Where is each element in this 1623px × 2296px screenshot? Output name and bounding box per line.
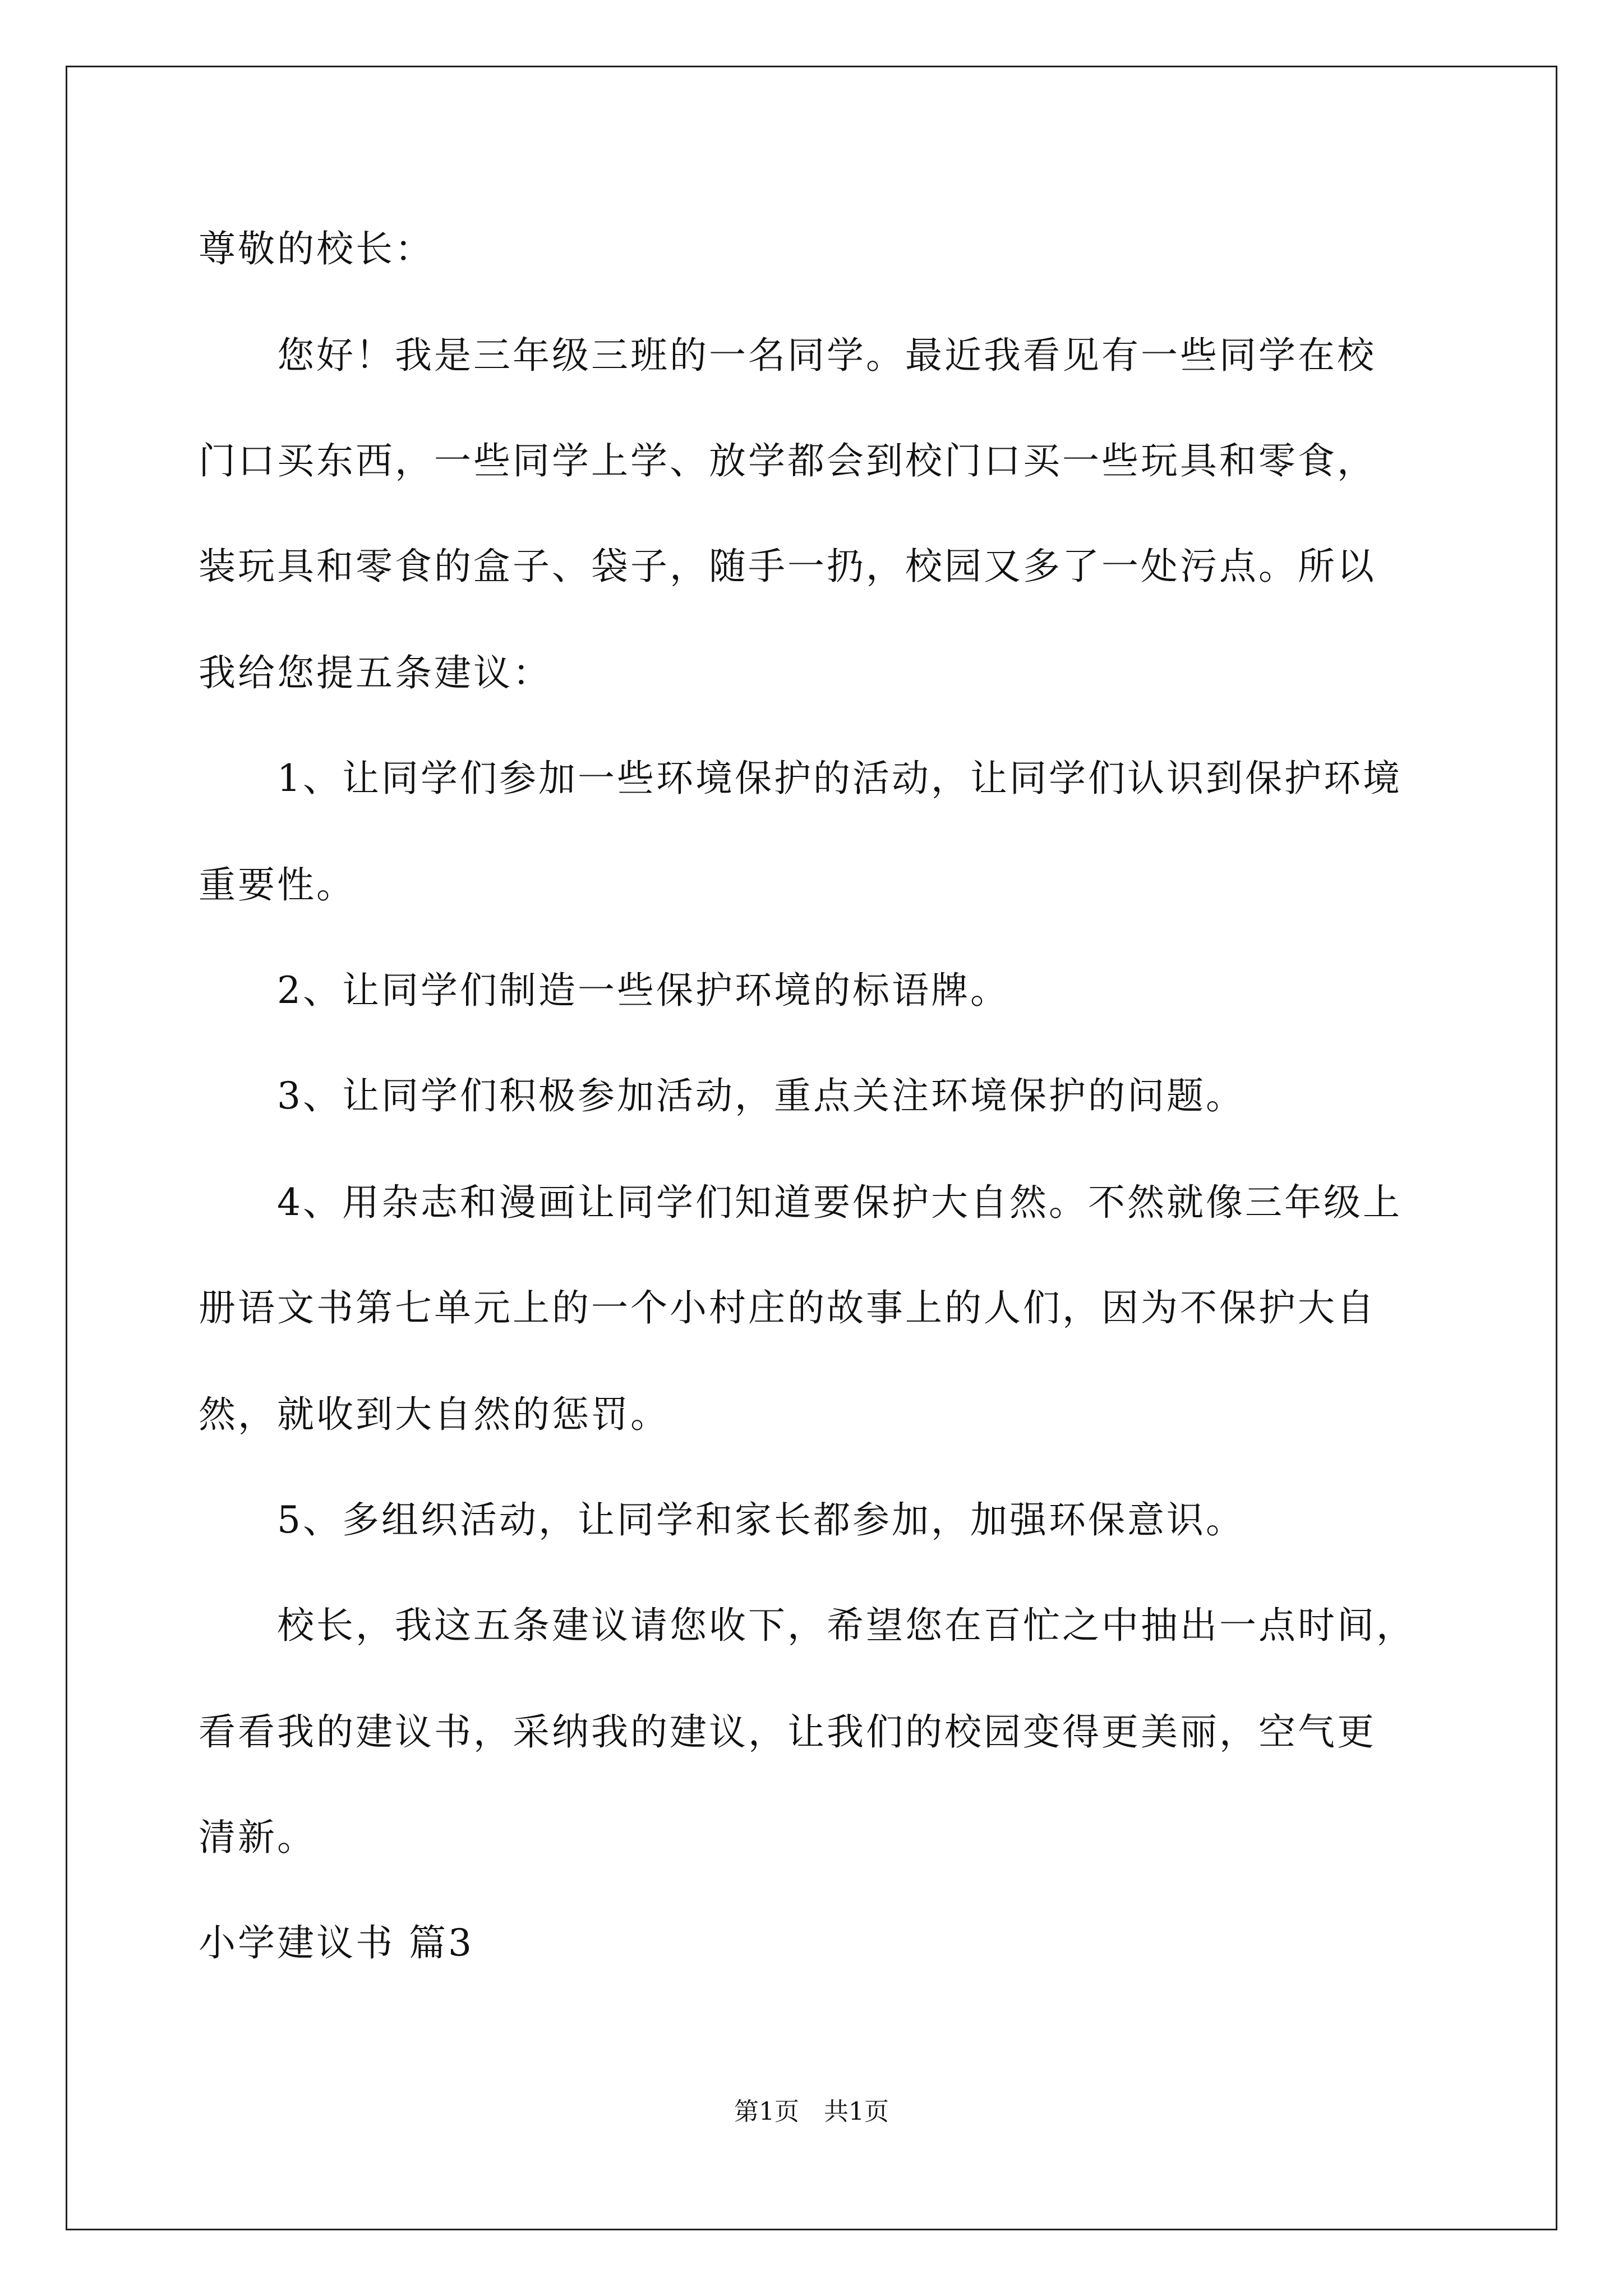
suggestion-5-line: 5、多组织活动，让同学和家长都参加，加强环保意识。 bbox=[277, 1498, 1245, 1542]
suggestion-4-line: 然，就收到大自然的惩罚。 bbox=[199, 1393, 670, 1436]
closing-line: 看看我的建议书，采纳我的建议，让我们的校园变得更美丽，空气更 bbox=[199, 1710, 1376, 1754]
page-number: 第1页 共1页 bbox=[734, 2097, 889, 2126]
section-heading: 小学建议书 篇3 bbox=[199, 1921, 474, 1964]
page-border bbox=[66, 66, 1557, 2230]
suggestion-1-line: 重要性。 bbox=[199, 863, 356, 907]
paragraph-line: 门口买东西，一些同学上学、放学都会到校门口买一些玩具和零食， bbox=[199, 439, 1376, 482]
closing-line: 校长，我这五条建议请您收下，希望您在百忙之中抽出一点时间， bbox=[277, 1604, 1415, 1647]
suggestion-2-line: 2、让同学们制造一些保护环境的标语牌。 bbox=[277, 969, 1009, 1012]
suggestion-4-line: 4、用杂志和漫画让同学们知道要保护大自然。不然就像三年级上 bbox=[277, 1181, 1402, 1224]
suggestion-4-line: 册语文书第七单元上的一个小村庄的故事上的人们，因为不保护大自 bbox=[199, 1286, 1376, 1329]
paragraph-line: 我给您提五条建议： bbox=[199, 651, 552, 694]
paragraph-line: 您好！我是三年级三班的一名同学。最近我看见有一些同学在校 bbox=[277, 334, 1376, 377]
suggestion-1-line: 1、让同学们参加一些环境保护的活动，让同学们认识到保护环境 bbox=[277, 757, 1402, 800]
suggestion-3-line: 3、让同学们积极参加活动，重点关注环境保护的问题。 bbox=[277, 1074, 1245, 1117]
closing-line: 清新。 bbox=[199, 1816, 316, 1859]
paragraph-line: 装玩具和零食的盒子、袋子，随手一扔，校园又多了一处污点。所以 bbox=[199, 545, 1376, 588]
salutation: 尊敬的校长： bbox=[199, 227, 434, 270]
